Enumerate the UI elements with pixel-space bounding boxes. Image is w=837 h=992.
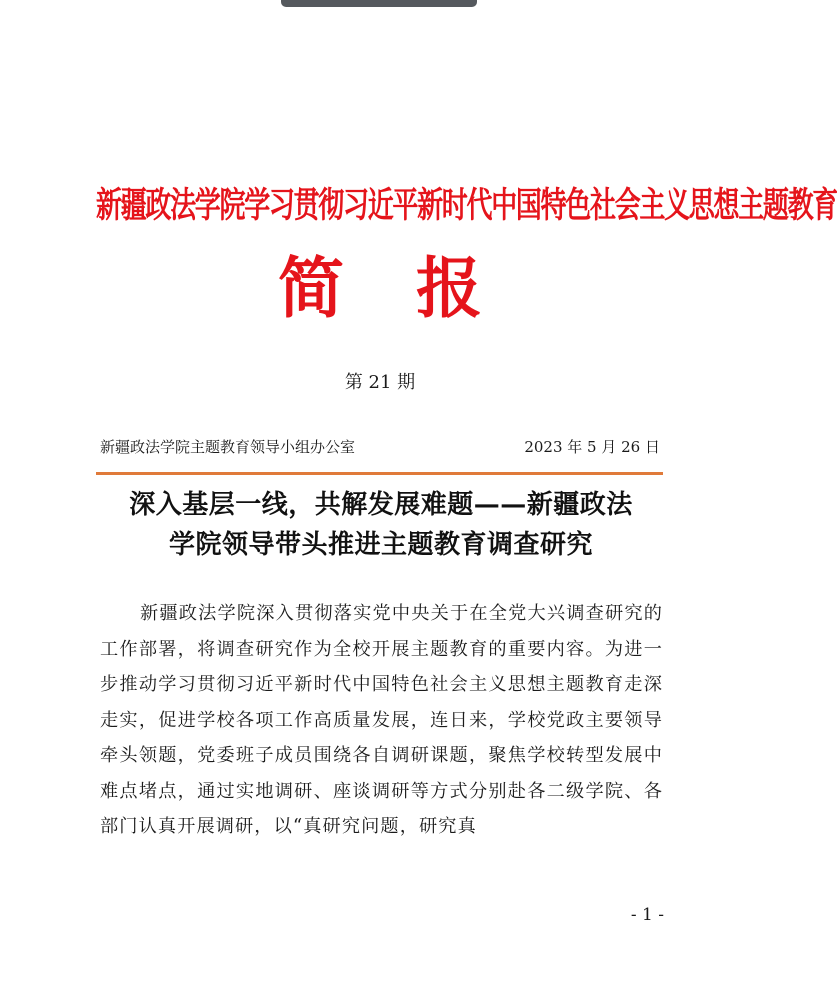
issuer-name: 新疆政法学院主题教育领导小组办公室 xyxy=(100,438,356,456)
article-title xyxy=(96,485,666,565)
issue-number: 第 21 期 xyxy=(344,372,416,393)
article-body: 新疆政法学院深入贯彻落实党中央关于在全党大兴调查研究的工作部署，将调查研究作为全校开展主题教育的重要内容。为进一步推动学习贯彻习近平新时代中国特色社会主义思想主题教育走深走实，促进学校各项工作高质量发展，连日来，学校党政主要领导牵头领题，党委班子成员围绕各自调研课题，聚焦学校转型发展中难点堵点，通过实地调研、座谈调研等方式分别赴各二级学院、各部门认真开展调研，以“真研究问题，研究真 xyxy=(100,603,663,837)
header-divider xyxy=(96,472,663,475)
window-drag-handle[interactable] xyxy=(281,0,477,7)
header-org-title: 新疆政法学院学习贯彻习近平新时代中国特色社会主义思想主题教育 xyxy=(96,186,837,227)
header-doc-type: 简报 xyxy=(278,249,554,327)
issue-date: 2023 年 5 月 26 日 xyxy=(524,438,660,456)
article-title-line-2: 学院领导带头推进主题教育调查研究 xyxy=(168,530,593,560)
page-number: - 1 - xyxy=(630,905,664,925)
article-title-line-1: 深入基层一线，共解发展难题——新疆政法 xyxy=(129,490,633,520)
